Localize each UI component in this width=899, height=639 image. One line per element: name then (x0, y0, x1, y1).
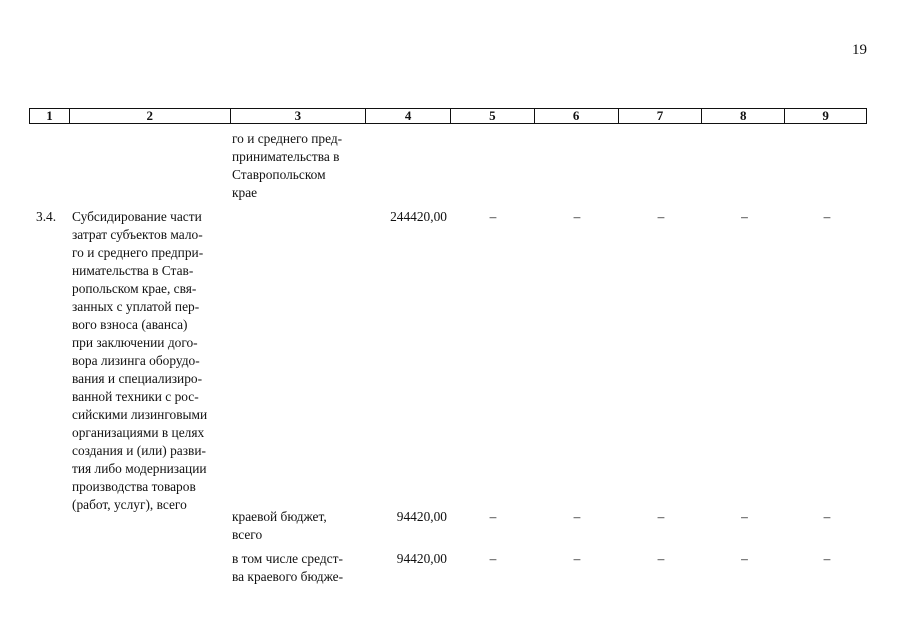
row-budget-col6: – (573, 509, 581, 524)
header-col-2: 2 (69, 109, 230, 123)
row-3-4-description (72, 208, 227, 514)
row-incl-col4-value: 94420,00 (396, 551, 447, 566)
row-budget-col7: – (657, 509, 665, 524)
text-line: крае (232, 185, 258, 200)
header-col-3: 3 (230, 109, 366, 123)
text-line: тия либо модернизации (72, 461, 207, 476)
text-line: вания и специализиро- (72, 371, 203, 386)
row-incl-col5: – (489, 551, 497, 566)
row-incl-col8: – (741, 551, 748, 566)
text-line: ва краевого бюдже- (232, 569, 344, 584)
row-budget-description (232, 508, 362, 544)
text-line: ропольском крае, свя- (72, 281, 197, 296)
text-line: (работ, услуг), всего (72, 497, 187, 512)
text-line: всего (232, 527, 263, 542)
row-budget-col4-value: 94420,00 (396, 509, 447, 524)
text-line: организациями в целях (72, 425, 205, 440)
row-incl-col7: – (657, 551, 665, 566)
text-line: в том числе средст- (232, 551, 343, 566)
header-col-5: 5 (450, 109, 534, 123)
row-incl-description (232, 550, 362, 586)
row-3-4-col7: – (657, 209, 665, 224)
text-line: го и среднего предпри- (72, 245, 204, 260)
continuation-col3 (232, 130, 362, 202)
header-col-7: 7 (618, 109, 702, 123)
table-header (29, 108, 867, 124)
text-line: создания и (или) разви- (72, 443, 206, 458)
text-line: производства товаров (72, 479, 196, 494)
row-3-4-col8: – (741, 209, 748, 224)
row-number: 3.4. (36, 209, 57, 224)
row-3-4-col5: – (489, 209, 497, 224)
header-col-6: 6 (534, 109, 618, 123)
text-line: го и среднего пред- (232, 131, 343, 146)
text-line: краевой бюджет, (232, 509, 327, 524)
row-budget-col8: – (741, 509, 748, 524)
text-line: сийскими лизинговыми (72, 407, 208, 422)
text-line: занных с уплатой пер- (72, 299, 200, 314)
row-incl-col6: – (573, 551, 581, 566)
page-number: 19 (852, 42, 867, 58)
text-line: вого взноса (аванса) (72, 317, 188, 332)
row-incl-col9: – (823, 551, 831, 566)
row-budget-col5: – (489, 509, 497, 524)
header-col-9: 9 (784, 109, 866, 123)
header-col-1: 1 (46, 108, 53, 123)
text-line: вора лизинга оборудо- (72, 353, 200, 368)
row-3-4-col9: – (823, 209, 831, 224)
text-line: нимательства в Став- (72, 263, 194, 278)
row-3-4-col6: – (573, 209, 581, 224)
row-budget-col9: – (823, 509, 831, 524)
text-line: Ставропольском (232, 167, 326, 182)
text-line: затрат субъектов мало- (72, 227, 203, 242)
text-line: ванной техники с рос- (72, 389, 199, 404)
header-col-4: 4 (365, 109, 450, 123)
text-line: Субсидирование части (72, 209, 202, 224)
text-line: принимательства в (232, 149, 340, 164)
header-col-8: 8 (701, 109, 784, 123)
row-3-4-col4-value: 244420,00 (390, 209, 447, 224)
text-line: при заключении дого- (72, 335, 198, 350)
